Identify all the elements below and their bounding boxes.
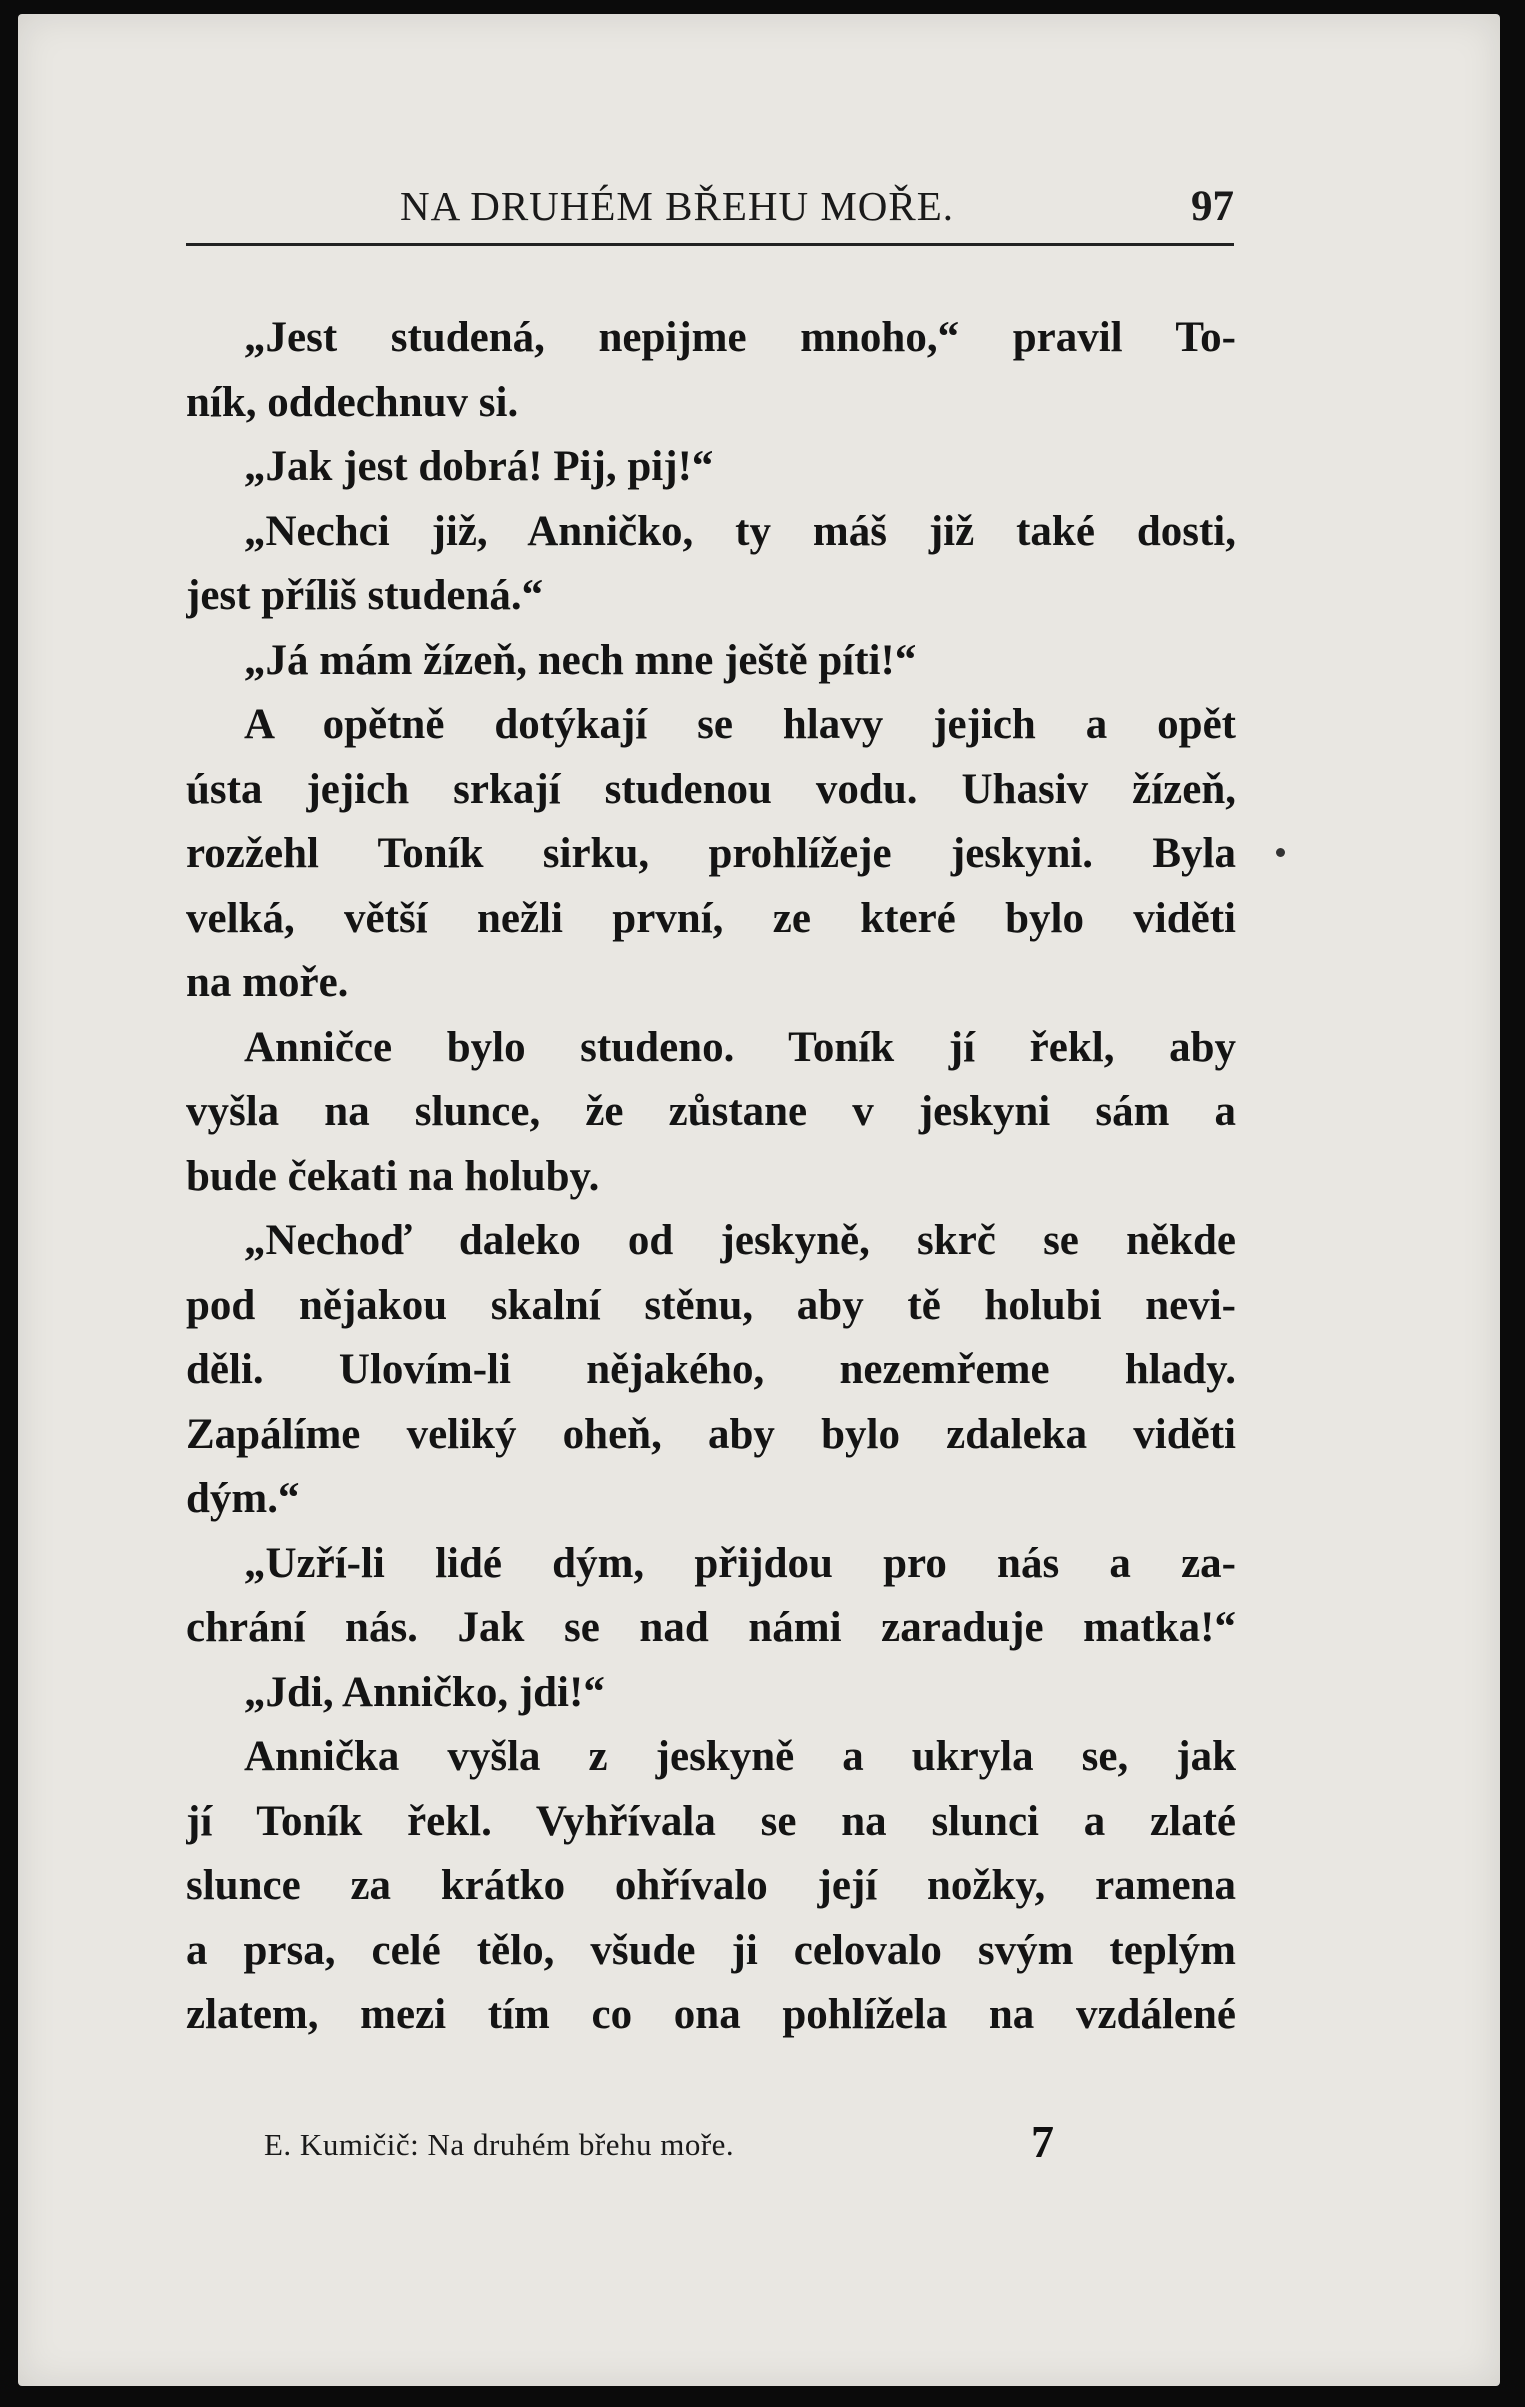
text-line: „Jest studená, nepijme mnoho,“ pravil To- [244, 314, 1236, 361]
text-line: ník, oddechnuv si. [186, 378, 519, 426]
text-line: vyšla na slunce, že zůstane v jeskyni sám a [186, 1088, 1236, 1135]
text-line: „Nechoď daleko od jeskyně, skrč se někde [244, 1217, 1236, 1264]
body-text [186, 306, 1236, 2048]
page-footer [264, 2115, 1054, 2175]
signature-mark: 7 [1031, 2116, 1054, 2167]
text-line: Zapálíme veliký oheň, aby bylo zdaleka viděti [186, 1410, 1236, 1458]
text-line: bude čekati na holuby. [186, 1152, 600, 1200]
text-line: slunce za krátko ohřívalo její nožky, ramena [186, 1862, 1236, 1909]
text-line: dým.“ [186, 1475, 300, 1522]
running-head: NA DRUHÉM BŘEHU MOŘE. [400, 183, 955, 229]
text-line: Anničce bylo studeno. Toník jí řekl, aby [244, 1023, 1236, 1071]
text-line: „Jdi, Anničko, jdi!“ [244, 1668, 605, 1716]
text-line: Annička vyšla z jeskyně a ukryla se, jak [244, 1733, 1236, 1780]
text-line: na moře. [186, 959, 349, 1006]
text-line: pod nějakou skalní stěnu, aby tě holubi nevi- [186, 1281, 1236, 1329]
dust-speck [1276, 848, 1285, 857]
text-line: „Já mám žízeň, nech mne ještě píti!“ [244, 636, 917, 684]
text-line: jest příliš studená.“ [186, 572, 544, 619]
text-line: děli. Ulovím-li nějakého, nezemřeme hlady. [186, 1346, 1236, 1393]
page-header [186, 168, 1234, 238]
text-line: „Uzří-li lidé dým, přijdou pro nás a za- [244, 1539, 1236, 1587]
text-line: a prsa, celé tělo, všude ji celovalo svým teplým [186, 1926, 1236, 1974]
text-line: chrání nás. Jak se nad námi zaraduje matka!“ [186, 1604, 1236, 1651]
text-line: rozžehl Toník sirku, prohlížeje jeskyni. Byla [186, 830, 1236, 877]
text-line: zlatem, mezi tím co ona pohlížela na vzdálené [186, 1991, 1236, 2038]
text-line: ústa jejich srkají studenou vodu. Uhasiv žízeň, [186, 765, 1236, 813]
text-line: „Jak jest dobrá! Pij, pij!“ [244, 443, 714, 490]
page-number: 97 [1191, 183, 1234, 230]
text-line: velká, větší nežli první, ze které bylo viděti [186, 894, 1236, 942]
text-line: A opětně dotýkají se hlavy jejich a opět [244, 701, 1236, 748]
footer-title: E. Kumičič: Na druhém břehu moře. [264, 2127, 735, 2162]
text-line: jí Toník řekl. Vyhřívala se na slunci a zlaté [186, 1797, 1236, 1845]
header-rule [186, 243, 1234, 246]
text-line: „Nechci již, Anničko, ty máš již také dosti, [244, 507, 1236, 555]
